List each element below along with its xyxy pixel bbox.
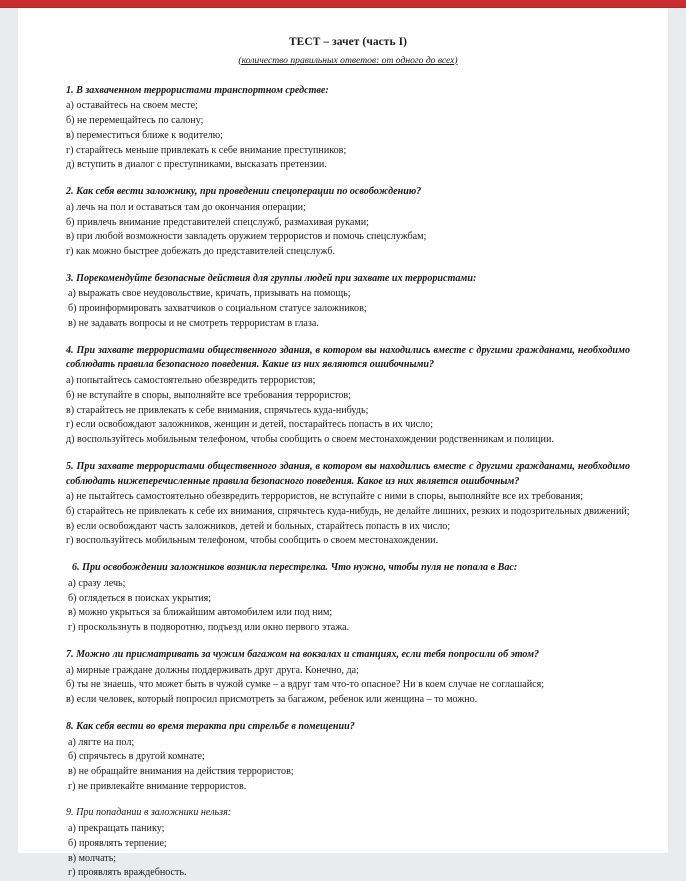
- question-1-option-v: в) переместиться ближе к водителю;: [66, 129, 223, 141]
- question-4-option-v: в) старайтесь не привлекать к себе внимания, спрячьтесь куда-нибудь;: [66, 404, 369, 416]
- question-8-option-b: б) спрячьтесь в другой комнате;: [68, 751, 205, 763]
- question-3-option-v: в) не задавать вопросы и не смотреть террористам в глаза.: [68, 317, 319, 329]
- question-8-option-g: г) не привлекайте внимание террористов.: [68, 780, 247, 792]
- question-5-option-v: в) если освобождают часть заложников, детей и больных, старайтесь попасть в их число;: [66, 520, 451, 532]
- top-red-bar: [0, 0, 686, 8]
- page-content: [66, 34, 630, 881]
- question-4-stem: 4. При захвате террористами общественного здания, в котором вы находились вместе с другими гражданами, необходимо соблюдать правила безопасного поведения. Какие из них являются ошибочными?: [66, 344, 630, 371]
- question-1-stem: 1. В захваченном террористами транспортном средстве:: [66, 84, 329, 96]
- question-8-option-v: в) не обращайте внимания на действия террористов;: [68, 766, 294, 778]
- page-subtitle-text: (количество правильных ответов: от одного до всех): [238, 54, 458, 66]
- question-8-stem: 8. Как себя вести во время теракта при стрельбе в помещении?: [66, 720, 355, 732]
- question-6-stem: 6. При освобождении заложников возникла перестрелка. Что нужно, чтобы пуля не попала в Вас:: [72, 562, 518, 574]
- question-7-option-b: б) ты не знаешь, что может быть в чужой сумке – а вдруг там что-то опасное? Ни в коем случае не соглашайся;: [66, 679, 545, 691]
- question-5-option-a: а) не пытайтесь самостоятельно обезвредить террористов, не вступайте с ними в споры, выполняйте все их требования;: [66, 491, 584, 503]
- question-2-option-g: г) как можно быстрее добежать до представителей спецслужб.: [66, 245, 335, 257]
- question-1: [66, 84, 630, 173]
- question-3-option-a: а) выражать свое неудовольствие, кричать, призывать на помощь;: [68, 288, 351, 300]
- question-3: [66, 272, 630, 332]
- question-8: [66, 720, 630, 795]
- question-9-option-a: а) прекращать панику;: [68, 823, 165, 835]
- question-2: [66, 185, 630, 260]
- question-1-option-g: г) старайтесь меньше привлекать к себе внимание преступников;: [66, 144, 347, 156]
- question-9-option-v: в) молчать;: [68, 852, 117, 864]
- question-6-option-a: а) сразу лечь;: [68, 577, 126, 589]
- question-6-option-v: в) можно укрыться за ближайшим автомобилем или под ним;: [68, 607, 333, 619]
- question-1-option-d: д) вступить в диалог с преступниками, высказать претензии.: [66, 159, 327, 171]
- question-4-option-d: д) воспользуйтесь мобильным телефоном, чтобы сообщить о своем местонахождении родственникам и полиции.: [66, 434, 554, 446]
- question-5-option-b: б) старайтесь не привлекать к себе их внимания, спрячьтесь куда-нибудь, не делайте лишних, резких и подозрительных движений;: [66, 506, 630, 517]
- question-5-option-g: г) воспользуйтесь мобильным телефоном, чтобы сообщить о своем местонахождении.: [66, 535, 439, 547]
- question-7: [66, 648, 630, 708]
- question-9: [66, 806, 630, 881]
- question-3-option-b: б) проинформировать захватчиков о социальном статусе заложников;: [68, 303, 367, 315]
- question-2-option-b: б) привлечь внимание представителей спецслужб, размахивая руками;: [66, 216, 369, 228]
- question-6: [66, 561, 630, 636]
- question-1-option-b: б) не перемещайтесь по салону;: [66, 115, 204, 127]
- page-subtitle: [66, 54, 630, 68]
- question-4-option-g: г) если освобождают заложников, женщин и детей, постарайтесь попасть в их число;: [66, 419, 434, 431]
- question-3-stem: 3. Порекомендуйте безопасные действия для группы людей при захвате их террористами:: [66, 272, 477, 284]
- question-2-stem: 2. Как себя вести заложнику, при проведении спецоперации по освобождению?: [66, 186, 422, 198]
- question-7-option-v: в) если человек, который попросил присмотреть за багажом, ребенок или женщина – то можно.: [66, 694, 478, 706]
- question-2-option-v: в) при любой возможности завладеть оружием террористов и помочь спецслужбам;: [66, 231, 427, 243]
- document-page: [18, 8, 668, 879]
- question-7-stem: 7. Можно ли присматривать за чужим багажом на вокзалах и станциях, если тебя попросили об этом?: [66, 648, 540, 660]
- question-6-option-b: б) оглядеться в поисках укрытия;: [68, 592, 212, 604]
- question-8-option-a: а) лягте на пол;: [68, 736, 135, 748]
- question-4: [66, 344, 630, 448]
- question-7-option-a: а) мирные граждане должны поддерживать друг друга. Конечно, да;: [66, 664, 359, 676]
- question-9-option-g: г) проявлять враждебность.: [68, 867, 187, 879]
- question-5-stem: 5. При захвате террористами общественного здания, в котором вы находились вместе с другими гражданами, необходимо соблюдать нижеперечисленные правила безопасного поведения. Какое из них является ошибочным?: [66, 460, 630, 487]
- question-5: [66, 460, 630, 549]
- question-2-option-a: а) лечь на пол и оставаться там до окончания операции;: [66, 201, 306, 213]
- question-1-option-a: а) оставайтесь на своем месте;: [66, 100, 198, 112]
- question-9-stem: 9. При попадании в заложники нельзя:: [66, 807, 232, 819]
- question-9-option-b: б) проявлять терпение;: [68, 837, 167, 849]
- question-4-option-b: б) не вступайте в споры, выполняйте все требования террористов;: [66, 389, 351, 401]
- question-4-option-a: а) попытайтесь самостоятельно обезвредить террористов;: [66, 375, 316, 387]
- question-6-option-g: г) проскользнуть в подворотню, подъезд или окно первого этажа.: [68, 622, 350, 634]
- page-title: ТЕСТ – зачет (часть I): [288, 36, 407, 48]
